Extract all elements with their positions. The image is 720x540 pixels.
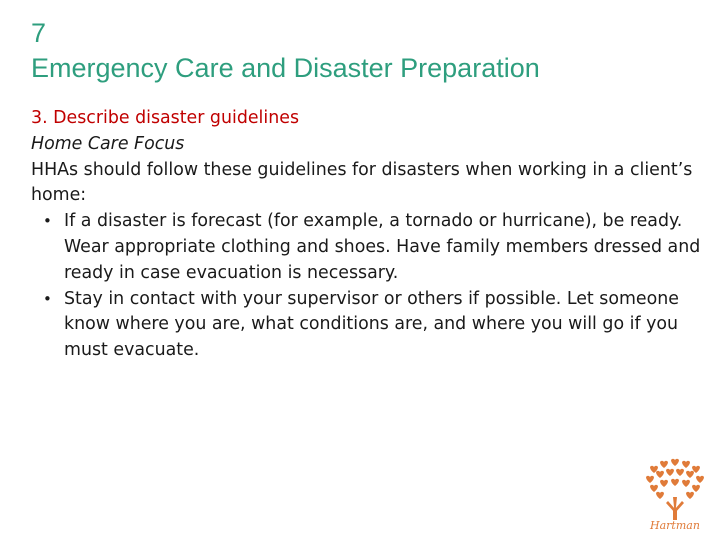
intro-paragraph: HHAs should follow these guidelines for disasters when working in a client’s home: — [31, 159, 693, 206]
slide-header — [31, 16, 540, 86]
learning-objective: 3. Describe disaster guidelines — [31, 108, 300, 128]
slide-number: 7 — [31, 18, 47, 48]
brand-logo-text: Hartman — [650, 519, 700, 532]
guideline-list — [31, 209, 701, 364]
slide-body — [31, 106, 701, 364]
bullet-icon: • — [43, 212, 52, 231]
list-item — [31, 209, 701, 286]
chapter-title: Emergency Care and Disaster Preparation — [31, 53, 540, 83]
section-heading: Home Care Focus — [31, 133, 185, 154]
list-item-text: Stay in contact with your supervisor or others if possible. Let someone know where you are, what conditions are, and where you will go if you must evacuate. — [64, 288, 679, 361]
list-item — [31, 287, 701, 364]
bullet-icon: • — [43, 289, 52, 308]
list-item-text: If a disaster is forecast (for example, a tornado or hurricane), be ready. Wear appropriate clothing and shoes. Have family members dressed and ready in case evacuation is necessary. — [64, 211, 701, 283]
